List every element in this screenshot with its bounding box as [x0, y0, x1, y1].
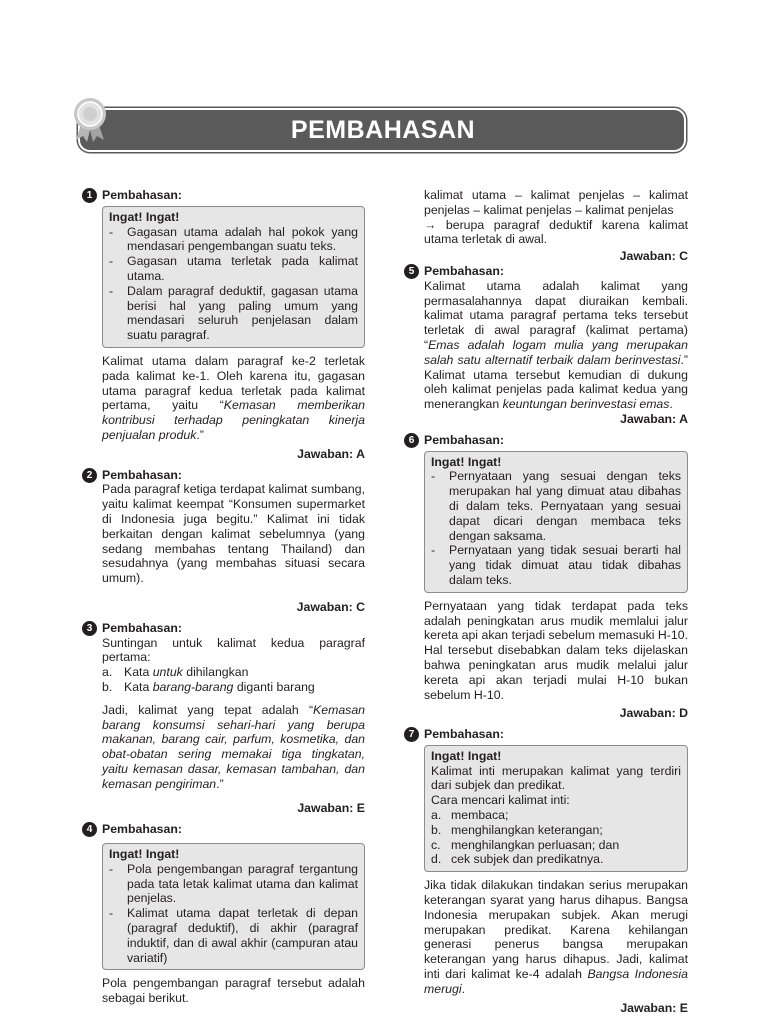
section-header	[78, 106, 688, 152]
item-number-badge: 7	[404, 727, 419, 742]
box-text: Kalimat inti merupakan kalimat yang terdiri dari subjek dan predikat.	[431, 763, 681, 793]
pembahasan-label: Pembahasan:	[102, 822, 182, 837]
bullet-item: - Kalimat utama dapat terletak di depan (paragraf deduktif), di akhir (paragraf induktif, dan di awal akhir (campuran atau variatif)	[109, 906, 358, 965]
item-7-heading	[404, 727, 688, 742]
explanation-text: Kalimat utama dalam paragraf ke-2 terletak pada kalimat ke-1. Oleh karena itu, gagasan utama paragraf kedua terletak pada kalimat pertama, yaitu “Kemasan memberikan kontribusi terhadap peningkatan kinerja penjualan produk.”	[102, 353, 365, 442]
list-item: b. Kata barang-barang diganti barang	[102, 679, 315, 694]
item-3-heading	[82, 621, 365, 636]
item-6-body	[404, 451, 688, 722]
explanation-text: Jika tidak dilakukan tindakan serius merupakan keterangan syarat yang harus dihapus. Bangsa Indonesia merupakan subjek. Akan merugi merupakan predikat. Karena kehilangan generasi penerus bangsa merupakan keterangan yang harus dihapus. Jadi, kalimat inti dari kalimat ke-4 adalah Bangsa Indonesia merugi.	[424, 878, 688, 996]
bullet-item: - Pernyataan yang tidak sesuai berarti hal yang tidak dimuat atau tidak dibahas dalam teks.	[431, 543, 681, 587]
item-6-heading	[404, 433, 688, 448]
item-4-body	[82, 843, 365, 1006]
structure-explanation: → berupa paragraf deduktif karena kalimat utama terletak di awal.	[424, 217, 688, 247]
step-item: a. membaca;	[431, 808, 509, 823]
ingat-title: Ingat! Ingat!	[109, 209, 180, 224]
answer-label: Jawaban: D	[619, 706, 688, 721]
item-number-badge: 3	[82, 621, 97, 636]
item-2-body	[82, 482, 365, 614]
structure-text: kalimat utama – kalimat penjelas – kalimat penjelas – kalimat penjelas – kalimat penjelas	[424, 188, 688, 217]
ingat-box	[424, 451, 688, 593]
right-column	[404, 188, 688, 1015]
ingat-title: Ingat! Ingat!	[109, 847, 180, 862]
pembahasan-label: Pembahasan:	[424, 263, 504, 278]
answer-label: Jawaban: C	[619, 249, 688, 264]
bullet-item: - Gagasan utama adalah hal pokok yang mendasari pengembangan suatu teks.	[109, 224, 358, 254]
step-item: d. cek subjek dan predikatnya.	[431, 852, 604, 867]
item-3-body	[82, 636, 365, 817]
pembahasan-label: Pembahasan:	[424, 727, 504, 742]
box-subtitle: Cara mencari kalimat inti:	[431, 793, 570, 808]
ingat-title: Ingat! Ingat!	[431, 748, 502, 763]
item-4-heading	[82, 822, 365, 837]
item-5-body	[404, 279, 688, 427]
item-number-badge: 2	[82, 468, 97, 483]
bullet-item: - Dalam paragraf deduktif, gagasan utama berisi hal yang paling umum yang mendasari seluruh penjelasan dalam suatu paragraf.	[109, 283, 358, 343]
item-number-badge: 1	[82, 188, 97, 203]
ingat-title: Ingat! Ingat!	[431, 454, 502, 469]
item-5-heading	[404, 264, 688, 279]
explanation-text: Jadi, kalimat yang tepat adalah “Kemasan barang konsumsi sehari-hari yang berupa makanan, barang cair, parfum, kosmetika, dan obat-obatan sering memakai tiga tingkatan, yaitu kemasan dasar, kemasan tambahan, dan kemasan pengiriman.”	[102, 702, 365, 791]
ingat-box	[102, 206, 365, 348]
answer-label: Jawaban: C	[296, 599, 365, 614]
item-number-badge: 4	[82, 822, 97, 837]
answer-label: Jawaban: A	[620, 411, 688, 426]
item-2-heading	[82, 468, 365, 483]
answer-label: Jawaban: E	[297, 801, 365, 816]
ingat-box	[102, 843, 365, 970]
item-4-continued	[404, 188, 688, 264]
pembahasan-label: Pembahasan:	[102, 467, 182, 482]
item-number-badge: 5	[404, 264, 419, 279]
explanation-text: Pola pengembangan paragraf tersebut adalah sebagai berikut.	[102, 976, 365, 1006]
item-1-heading	[82, 188, 365, 203]
ingat-box	[424, 745, 688, 872]
explanation-text: Pernyataan yang tidak terdapat pada teks adalah peningkatan arus mudik memlalui jalur kereta api akan terjadi sebelum memasuki H-10. Hal tersebut disebabkan dalam teks dijelaskan bahwa peningkatan arus mudik melalui jalur kereta api akan terjadi mulai H-10 bukan sebelum H-10.	[424, 598, 688, 702]
pembahasan-label: Pembahasan:	[102, 188, 182, 202]
pembahasan-label: Pembahasan:	[424, 432, 504, 447]
intro-text: Suntingan untuk kalimat kedua paragraf pertama:	[102, 635, 365, 665]
left-column	[82, 188, 365, 1006]
item-1-body	[82, 206, 365, 462]
page-title: PEMBAHASAN	[290, 116, 476, 144]
bullet-item: - Pernyataan yang sesuai dengan teks merupakan hal yang dimuat atau dibahas di dalam teks. Pernyataan yang sesuai dapat dicari dengan membaca teks dengan saksama.	[431, 469, 681, 543]
bullet-item: - Gagasan utama terletak pada kalimat utama.	[109, 254, 358, 283]
answer-label: Jawaban: A	[297, 446, 365, 461]
item-number-badge: 6	[404, 433, 419, 448]
item-7-body	[404, 745, 688, 1016]
answer-label: Jawaban: E	[620, 1000, 688, 1015]
explanation-text: Kalimat utama adalah kalimat yang permasalahannya dapat diuraikan kembali. kalimat utama paragraf pertama teks tersebut terletak di awal paragraf (kalimat pertama) “Emas adalah logam mulia yang merupakan salah satu alternatif terbaik dalam berinvestasi.” Kalimat utama tersebut kemudian di dukung oleh kalimat penjelas pada kalimat kedua yang menerangkan keuntungan berinvestasi emas.	[424, 278, 688, 412]
award-ribbon-icon	[70, 96, 110, 144]
page-dot	[150, 968, 153, 971]
list-item: a. Kata untuk dihilangkan	[102, 665, 249, 680]
step-item: b. menghilangkan keterangan;	[431, 822, 603, 837]
bullet-item: - Pola pengembangan paragraf tergantung pada tata letak kalimat utama dan kalimat penjelas.	[109, 861, 358, 906]
explanation-text: Pada paragraf ketiga terdapat kalimat sumbang, yaitu kalimat keempat “Konsumen supermarket di Indonesia juga begitu.” Kalimat ini tidak berkaitan dengan kalimat sebelumnya (yang sedang membahas tentang Thailand) dan sesudahnya (yang membahas situasi secara umum).	[102, 482, 365, 586]
arrow-icon: →	[424, 217, 437, 232]
step-item: c. menghilangkan perluasan; dan	[431, 837, 620, 852]
pembahasan-label: Pembahasan:	[102, 620, 182, 635]
